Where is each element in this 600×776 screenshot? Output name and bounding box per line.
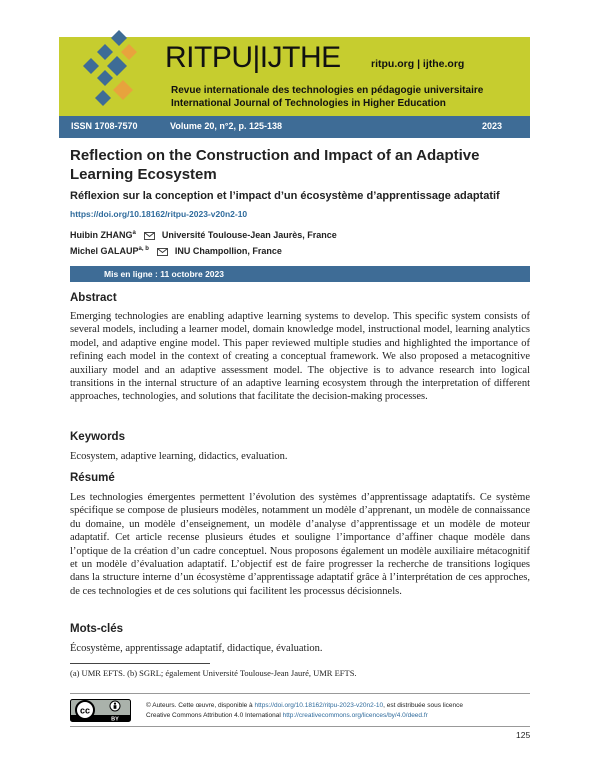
issn: ISSN 1708-7570 <box>71 121 138 131</box>
author-2-given: Michel <box>70 246 99 256</box>
author-1 <box>70 227 337 241</box>
by-label: BY <box>111 716 119 722</box>
footnote: (a) UMR EFTS. (b) SGRL; également Université Toulouse-Jean Jauré, UMR EFTS. <box>70 668 357 678</box>
article-title-en: Reflection on the Construction and Impact of an Adaptive Learning Ecosystem <box>70 147 480 183</box>
issn-band <box>59 116 530 138</box>
license-rule-top <box>70 693 530 694</box>
motscles-heading: Mots-clés <box>70 623 124 635</box>
article-title-fr: Réflexion sur la conception et l’impact d’un écosystème d’apprentissage adaptatif <box>70 190 500 202</box>
journal-subtitle-en: International Journal of Technologies in Higher Education <box>171 98 446 109</box>
resume-text: Les technologies émergentes permettent l’évolution des systèmes d’apprentissage adaptatifs. Ce système spécifique se compose de plusieurs modèles, notamment un modèle d’apprenant, un modèle de connaissance du domaine, un modèle d’enseignement, un modèle d’analyse d’apprentissage et un modèle de moteur adaptatif. Cet article recense plusieurs études et souligne l’importance d’affiner chaque modèle dans l’optique de la création d’un cadre conceptuel. Nous proposons également un modèle auxiliaire métacognitif et un modèle d’évaluation adaptatif. L’objectif est de faire progresser la recherche de transitions logiques dans la structure interne d’un écosystème d’apprentissage adaptatif grâce à l’interprétation de ces approches, de ces technologies et de ces solutions qui facilitent les processus décisionnels. <box>70 492 530 597</box>
abstract-text: Emerging technologies are enabling adaptive learning systems to develop. This specific system consists of several models, including a learner model, domain knowledge model, instructional model, learning analytics model, and adaptive engine model. This paper reviewed multiple studies and highlighted the importance of refining each model in the context of creating a conceptual framework. We also proposed a metacognitive auxiliary model and an adaptive assessment model. The objective is to advance research into logical transitions in the internal structure of an adaptive learning ecosystem through the interpretation of different approaches, technologies, and solutions that facilitate the decision-making processes. <box>70 311 530 403</box>
cc-by-license-icon[interactable] <box>70 699 131 722</box>
author-1-affiliation: Université Toulouse-Jean Jaurès, France <box>161 230 337 240</box>
footnote-rule <box>70 663 210 664</box>
journal-title: RITPU|IJTHE <box>165 41 341 74</box>
journal-subtitle <box>171 84 526 110</box>
keywords-text: Ecosystem, adaptive learning, didactics, evaluation. <box>70 451 288 462</box>
license-doi-link[interactable]: https://doi.org/10.18162/ritpu-2023-v20n2-10 <box>254 702 384 709</box>
abstract-heading: Abstract <box>70 292 117 304</box>
page-number: 125 <box>516 730 531 740</box>
mail-icon[interactable] <box>157 248 168 256</box>
author-2 <box>70 243 282 257</box>
online-date: Mis en ligne : 11 octobre 2023 <box>104 269 224 279</box>
license-part-c: Creative Commons Attribution 4.0 International <box>146 712 283 719</box>
license-cc-link[interactable]: http://creativecommons.org/licences/by/4.0/deed.fr <box>282 712 428 719</box>
author-1-family: ZHANG <box>100 230 133 240</box>
journal-subtitle-fr: Revue internationale des technologies en pédagogie universitaire <box>171 85 484 96</box>
keywords-heading: Keywords <box>70 431 125 443</box>
motscles-text: Écosystème, apprentissage adaptatif, didactique, évaluation. <box>70 643 323 654</box>
resume-heading: Résumé <box>70 472 115 484</box>
license-part-b: , est distribuée sous licence <box>383 702 463 709</box>
volume-info: Volume 20, n°2, p. 125-138 <box>170 121 282 131</box>
author-2-sup: a, b <box>138 246 149 252</box>
author-1-sup: a <box>132 230 136 236</box>
doi-link[interactable]: https://doi.org/10.18162/ritpu-2023-v20n2-10 <box>70 209 248 219</box>
author-1-given: Huibin <box>70 230 98 240</box>
ritpu-logo-icon <box>79 30 157 110</box>
cc-label: cc <box>79 705 91 716</box>
license-part-a: © Auteurs. Cette œuvre, disponible à <box>146 702 255 709</box>
author-2-family: GALAUP <box>100 246 139 256</box>
mail-icon[interactable] <box>144 232 155 240</box>
license-rule-bottom <box>70 726 530 727</box>
year: 2023 <box>482 121 503 131</box>
license-text <box>146 701 536 721</box>
author-2-affiliation: INU Champollion, France <box>174 246 282 256</box>
journal-site: ritpu.org | ijthe.org <box>371 58 465 70</box>
online-date-band <box>70 266 530 282</box>
